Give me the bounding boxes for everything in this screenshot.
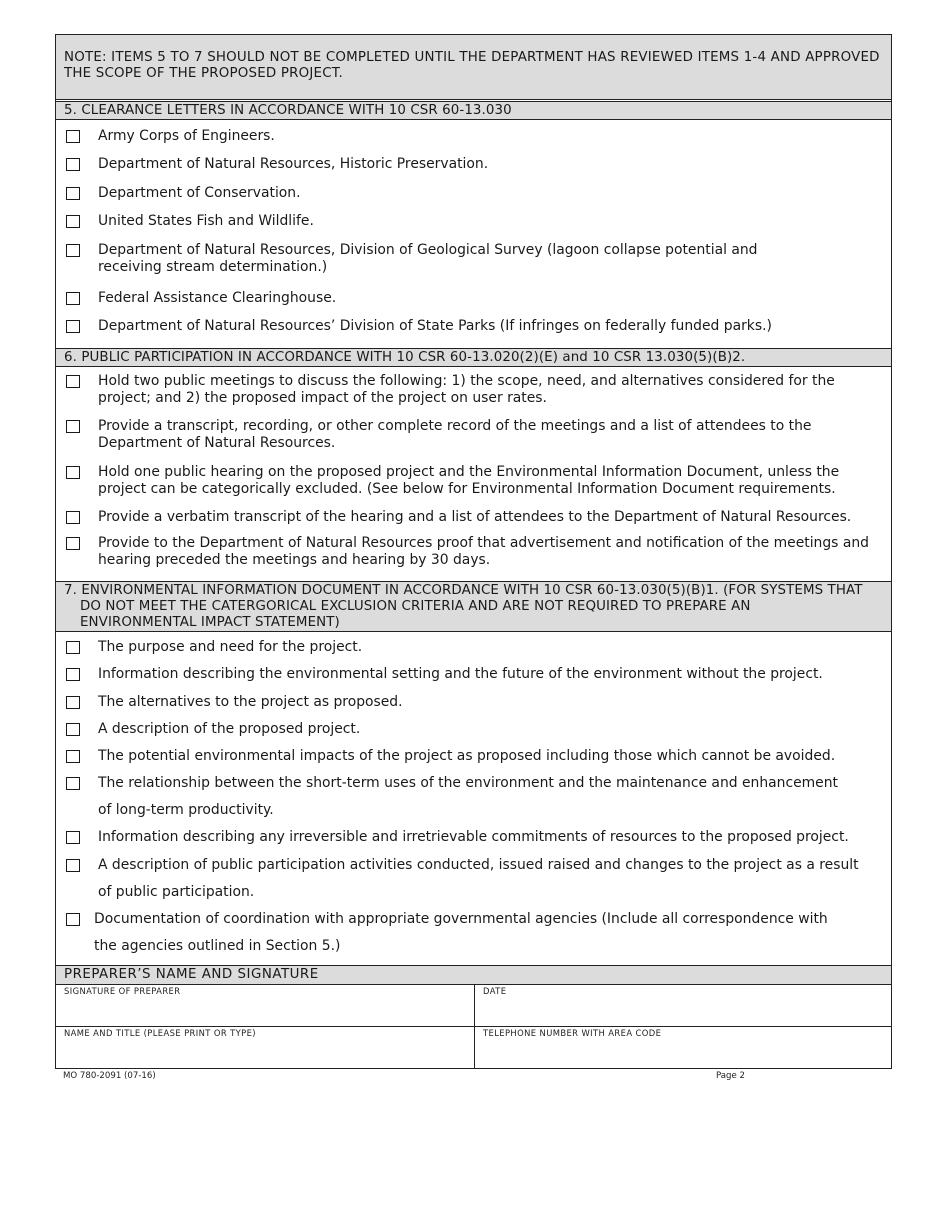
section-7-title-line-3: ENVIRONMENTAL IMPACT STATEMENT) <box>80 615 340 630</box>
checkbox[interactable] <box>66 420 80 433</box>
checkbox[interactable] <box>66 750 80 763</box>
checkbox[interactable] <box>66 158 80 171</box>
name-title-label: NAME AND TITLE (PLEASE PRINT OR TYPE) <box>64 1028 256 1038</box>
checkbox[interactable] <box>66 859 80 872</box>
checkbox[interactable] <box>66 215 80 228</box>
checkbox[interactable] <box>66 913 80 926</box>
signature-label: SIGNATURE OF PREPARER <box>64 986 181 996</box>
checkbox[interactable] <box>66 292 80 305</box>
checkbox[interactable] <box>66 723 80 736</box>
signature-field[interactable] <box>56 985 475 1026</box>
form-number: MO 780-2091 (07-16) <box>63 1071 156 1081</box>
telephone-field[interactable] <box>475 1027 891 1068</box>
date-label: DATE <box>483 986 507 996</box>
checkbox[interactable] <box>66 375 80 388</box>
preparer-section-header: PREPARER’S NAME AND SIGNATURE <box>56 965 891 985</box>
signature-row <box>56 985 891 1027</box>
checkbox[interactable] <box>66 831 80 844</box>
checkbox[interactable] <box>66 130 80 143</box>
section-6-items: Hold two public meetings to discuss the following: 1) the scope, need, and alternatives considered for the project; and 2) the proposed impact of the project on user rates. Provide a transcript, recording, or other complete record of the meetings and a list of attendees to the Department of Natural Resources. Hold one public hearing on the proposed project and the Environmental Information Document, unless the project can be categorically excluded. (See below for Environmental Information Document requirements. Provide a verbatim transcript of the hearing and a list of attendees to the Department of Natural Resources. Provide to the Department of Natural Resources proof that advertisement and notification of the meetings and hearing preceded the meetings and hearing by 30 days. <box>56 367 891 581</box>
checkbox[interactable] <box>66 511 80 524</box>
section-6-header: 6. PUBLIC PARTICIPATION IN ACCORDANCE WITH 10 CSR 60-13.020(2)(E) and 10 CSR 13.030(5)(B)2. <box>56 348 891 367</box>
checkbox[interactable] <box>66 777 80 790</box>
section-7-title-line-1: 7. ENVIRONMENTAL INFORMATION DOCUMENT IN ACCORDANCE WITH 10 CSR 60-13.030(5)(B)1. (FOR SYSTEMS THAT <box>64 583 863 598</box>
checkbox[interactable] <box>66 244 80 257</box>
checkbox[interactable] <box>66 641 80 654</box>
section-5-header: 5. CLEARANCE LETTERS IN ACCORDANCE WITH 10 CSR 60-13.030 <box>56 101 891 120</box>
checkbox[interactable] <box>66 320 80 333</box>
date-field[interactable] <box>475 985 891 1026</box>
name-title-field[interactable] <box>56 1027 475 1068</box>
page-number: Page 2 <box>716 1071 746 1081</box>
section-7-header <box>56 581 891 632</box>
checkbox[interactable] <box>66 537 80 550</box>
section-7-title-line-2: DO NOT MEET THE CATERGORICAL EXCLUSION CRITERIA AND ARE NOT REQUIRED TO PREPARE AN <box>80 599 751 614</box>
form-page <box>55 34 892 1069</box>
telephone-label: TELEPHONE NUMBER WITH AREA CODE <box>483 1028 662 1038</box>
checkbox[interactable] <box>66 696 80 709</box>
section-7-items: The purpose and need for the project. Information describing the environmental setting and the future of the environment without the project. The alternatives to the project as proposed. A description of the proposed project. The potential environmental impacts of the project as proposed including those which cannot be avoided. The relationship between the short-term uses of the environment and the maintenance and enhancement of long-term productivity. Information describing any irreversible and irretrievable commitments of resources to the proposed project. A description of public participation activities conducted, issued raised and changes to the project as a result of public participation. Documentation of coordination with appropriate governmental agencies (Include all correspondence with the agencies outlined in Section 5.) <box>56 632 891 965</box>
note-banner: NOTE: ITEMS 5 TO 7 SHOULD NOT BE COMPLETED UNTIL THE DEPARTMENT HAS REVIEWED ITEMS 1-4 AND APPROVED THE SCOPE OF THE PROPOSED PROJECT. <box>56 35 891 100</box>
checkbox[interactable] <box>66 187 80 200</box>
checkbox[interactable] <box>66 668 80 681</box>
checkbox[interactable] <box>66 466 80 479</box>
section-5-items: Army Corps of Engineers. Department of Natural Resources, Historic Preservation. Department of Conservation. United States Fish and Wildlife. Department of Natural Resources, Division of Geological Survey (lagoon collapse potential and receiving stream determination.) Federal Assistance Clearinghouse. Department of Natural Resources’ Division of State Parks (If infringes on federally funded parks.) <box>56 120 891 348</box>
name-row <box>56 1027 891 1068</box>
